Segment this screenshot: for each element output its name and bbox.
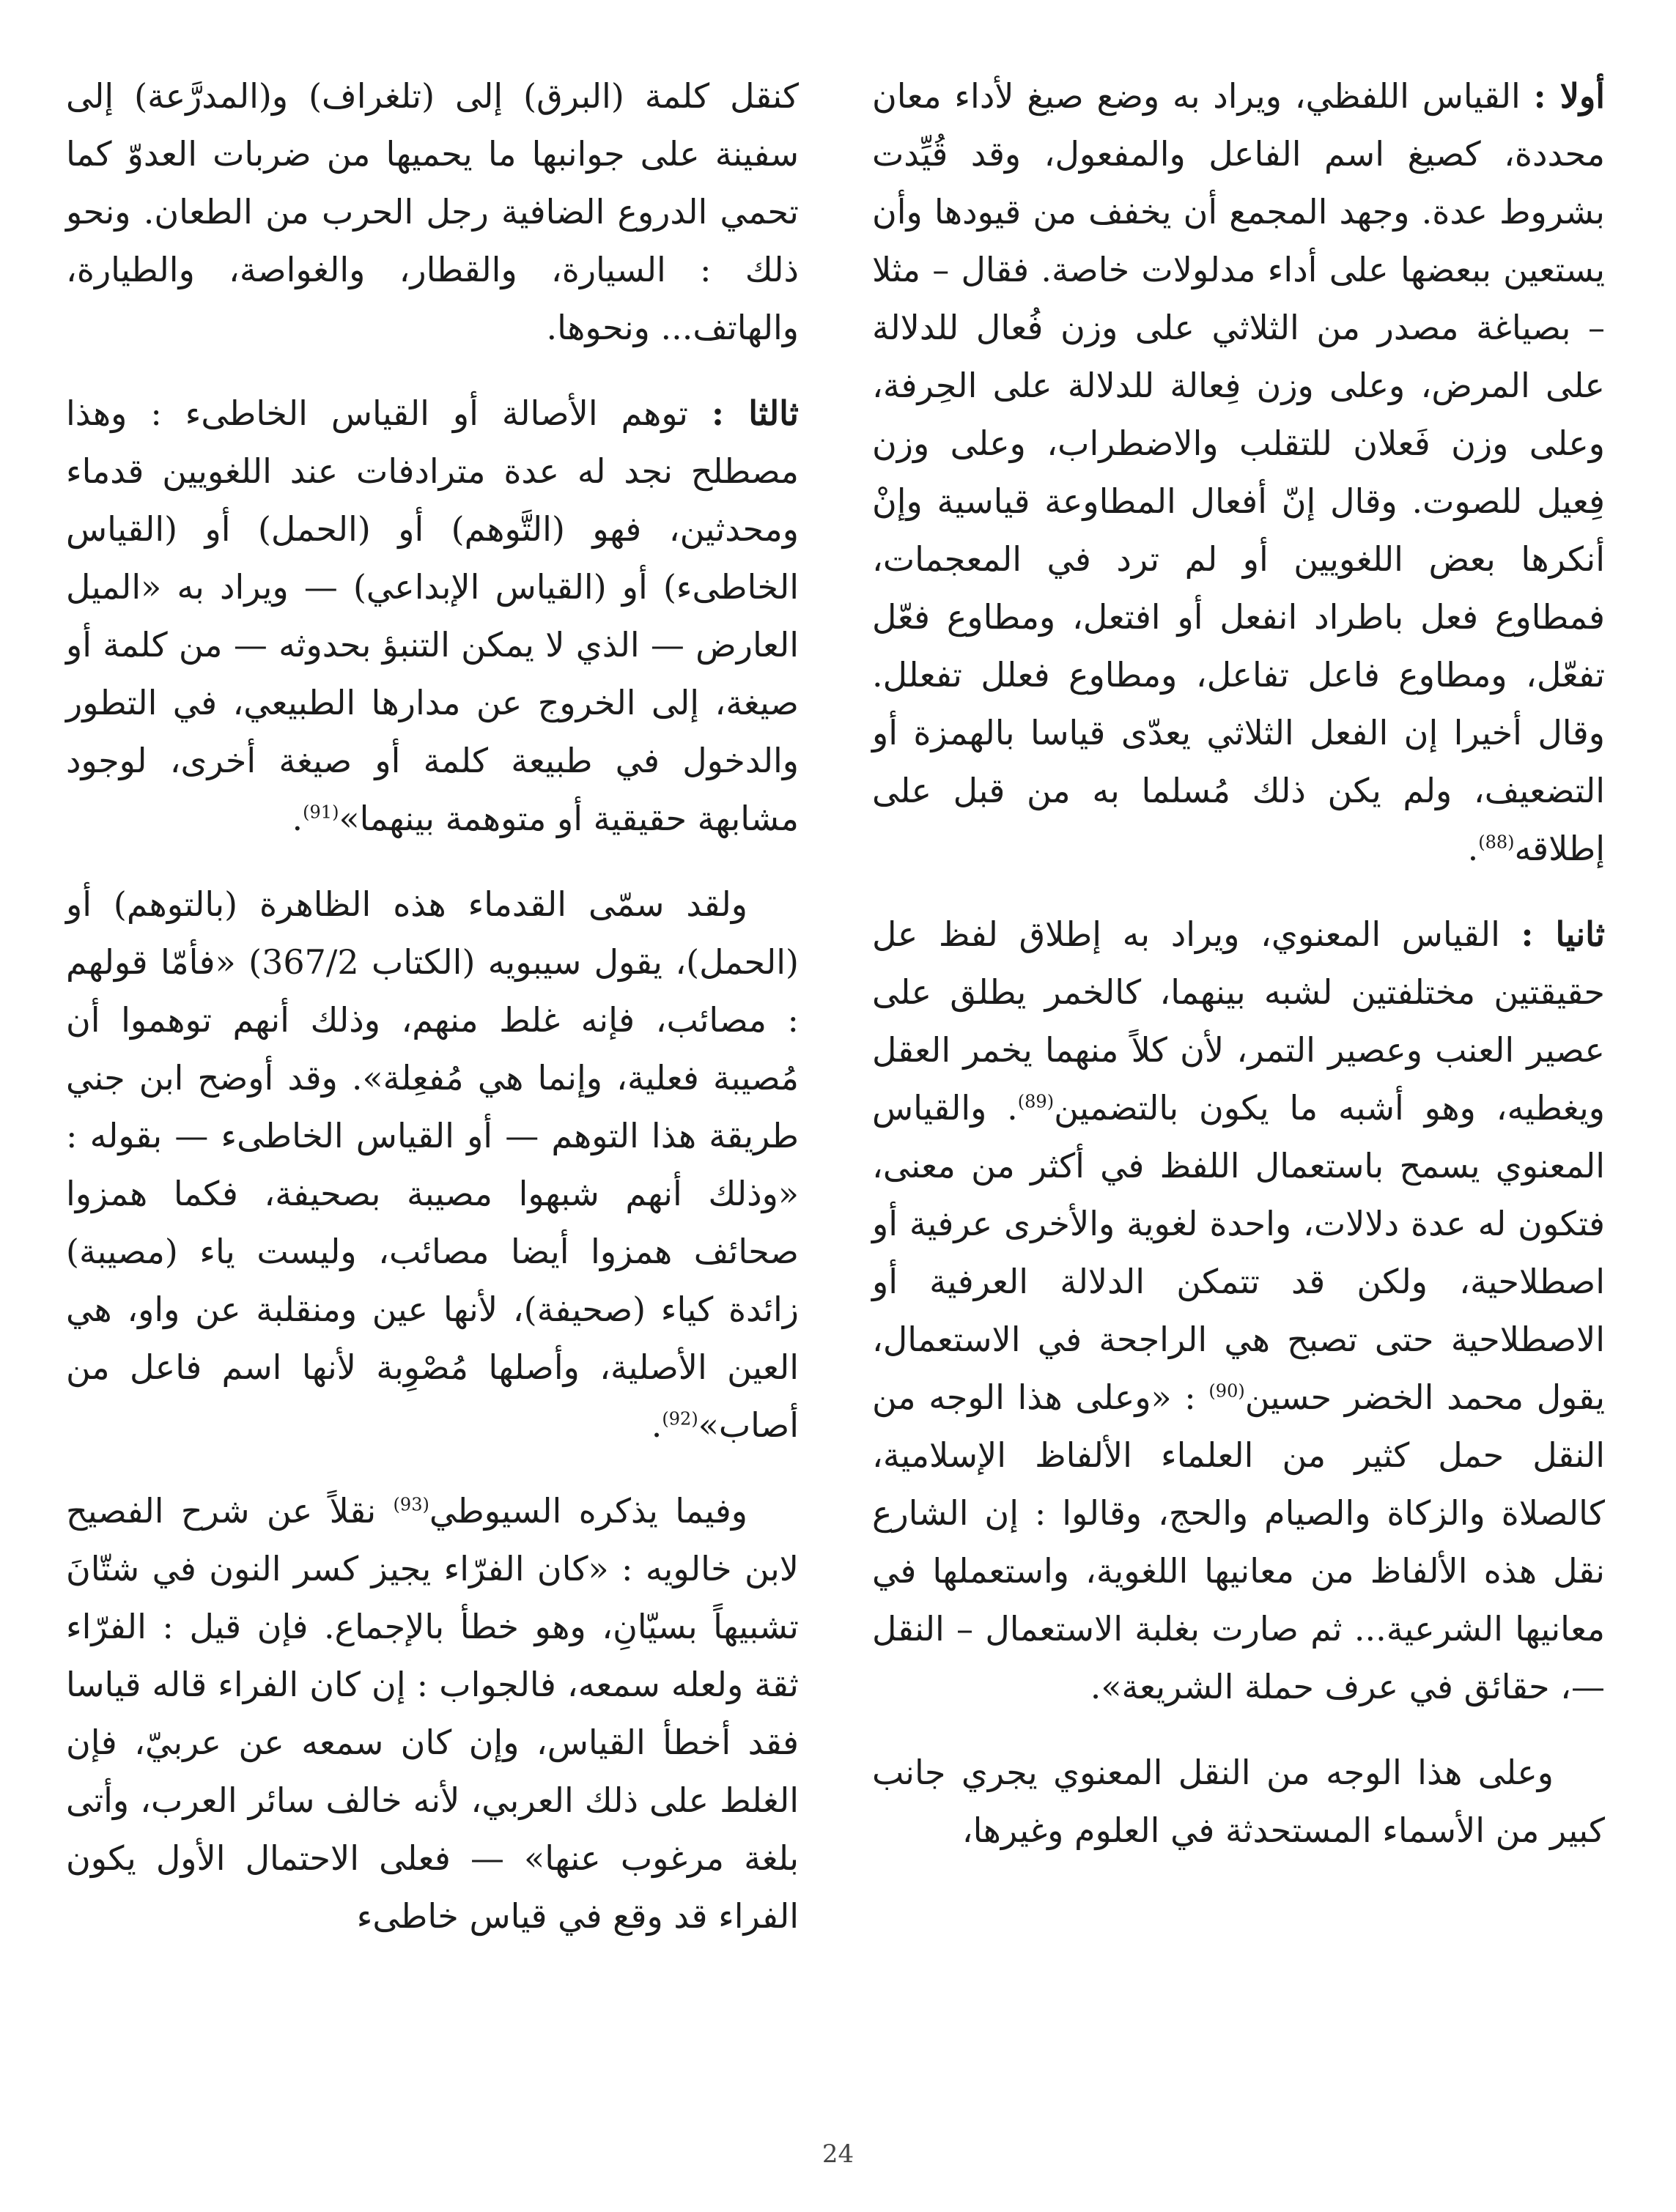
left-column <box>66 67 799 1973</box>
section-heading-second: ثانيا : <box>1521 914 1606 954</box>
page-number: 24 <box>822 2139 854 2169</box>
paragraph-text: : «وعلى هذا الوجه من النقل حمل كثير من العلماء الألفاظ الإسلامية، كالصلاة والزكاة والصيام والحج، وقالوا : إن الشارع نقل هذه الألفاظ من معانيها اللغوية، واستعملها في معانيها الشرعية... ثم صارت بغلبة الاستعمال – النقل —، حقائق في عرف حملة الشريعة». <box>872 1377 1605 1706</box>
section-heading-first: أولا : <box>1533 76 1605 116</box>
footnote-ref-91: (91) <box>303 802 339 823</box>
right-column <box>872 67 1605 1887</box>
paragraph-text: وفيما يذكره السيوطي <box>429 1491 747 1531</box>
paragraph-sibawayh: ولقد سمّى القدماء هذه الظاهرة (بالتوهم) أو (الحمل)، يقول سيبويه (الكتاب 367/2) «فأمّا قولهم : مصائب، فإنه غلط منهم، وذلك أنهم توهموا أن مُصيبة فعلية، وإنما هي مُفعِلة». وقد أوضح ابن جني طريقة هذا التوهم — أو القياس الخاطىء — بقوله : «وذلك أنهم شبهوا مصيبة بصحيفة، فكما همزوا صحائف همزوا أيضا مصائب، وليست ياء (مصيبة) زائدة كياء (صحيفة)، لأنها عين ومنقلبة عن واو، هي العين الأصلية، وأصلها مُصْوِبة لأنها اسم فاعل من أصاب»$^{(92)}$. <box>66 884 799 1445</box>
paragraph-text: نقلاً عن شرح الفصيح لابن خالويه : «كان الفرّاء يجيز كسر النون في شتّانَ تشبيهاً بسيّانِ، وهو خطأ بالإجماع. فإن قيل : الفرّاء ثقة ولعله سمعه، فالجواب : إن كان الفراء قاله قياسا فقد أخطأ القياس، وإن كان سمعه عن عربيّ، فإن الغلط على ذلك العربي، لأنه خالف سائر العرب، وأتى بلغة مرغوب عنها» — فعلى الاحتمال الأول يكون الفراء قد وقع في قياس خاطىء <box>66 1491 799 1936</box>
paragraph-suyuti <box>66 1482 799 1945</box>
paragraph-text: ولقد سمّى القدماء هذه الظاهرة (بالتوهم) أو (الحمل)، يقول سيبويه (الكتاب 367/2) «فأمّا قولهم : مصائب، فإنه غلط منهم، وذلك أنهم توهموا أن مُصيبة فعلية، وإنما هي مُفعِلة». وقد أوضح ابن جني طريقة هذا التوهم — أو القياس الخاطىء — بقوله : «وذلك أنهم شبهوا مصيبة بصحيفة، فكما همزوا صحائف همزوا أيضا مصائب، وليست ياء (مصيبة) زائدة كياء (صحيفة)، لأنها عين ومنقلبة عن واو، هي العين الأصلية، وأصلها مُصْوِبة لأنها اسم فاعل من أصاب» <box>66 884 799 1445</box>
paragraph-continued <box>66 67 799 357</box>
paragraph-second-type <box>872 906 1605 1716</box>
paragraph-text: . والقياس المعنوي يسمح باستعمال اللفظ في أكثر من معنى، فتكون له عدة دلالات، واحدة لغوية والأخرى عرفية أو اصطلاحية، ولكن قد تتمكن الدلالة العرفية أو الاصطلاحية حتى تصبح هي الراجحة في الاستعمال، يقول محمد الخضر حسين <box>872 1088 1606 1417</box>
paragraph-text: وعلى هذا الوجه من النقل المعنوي يجري جانب كبير من الأسماء المستحدثة في العلوم وغيرها، <box>872 1753 1605 1850</box>
footnote-ref-89: (89) <box>1017 1091 1055 1112</box>
paragraph-third-type: ثالثا : توهم الأصالة أو القياس الخاطىء : وهذا مصطلح نجد له عدة مترادفات عند اللغويين قدماء ومحدثين، فهو (التَّوهم) أو (الحمل) أو (القياس الخاطىء) أو (القياس الإبداعي) — ويراد به «الميل العارض — الذي لا يمكن التنبؤ بحدوثه — من كلمة أو صيغة، إلى الخروج عن مدارها الطبيعي، في التطور والدخول في طبيعة كلمة أو صيغة أخرى، لوجود مشابهة حقيقية أو متوهمة بينهما»$^{(91)}$. <box>66 393 799 838</box>
paragraph-first-type: أولا : القياس اللفظي، ويراد به وضع صيغ لأداء معان محددة، كصيغ اسم الفاعل والمفعول، وقد قُيِّدت بشروط عدة. وجهد المجمع أن يخفف من قيودها وأن يستعين ببعضها على أداء مدلولات خاصة. فقال – مثلا – بصياغة مصدر من الثلاثي على وزن فُعال للدلالة على المرض، وعلى وزن فِعالة للدلالة على الحِرفة، وعلى وزن فَعلان للتقلب والاضطراب، وعلى وزن فِعيل للصوت. وقال إنّ أفعال المطاوعة قياسية وإنْ أنكرها بعض اللغويين أو لم ترد في المعجمات، فمطاوع فعل باطراد انفعل أو افتعل، ومطاوع فعّل تفعّل، ومطاوع فاعل تفاعل، ومطاوع فعلل تفعلل. وقال أخيرا إن الفعل الثلاثي يعدّى قياسا بالهمزة أو التضعيف، ولم يكن ذلك مُسلما به من قبل على إطلاقه$^{(88)}$. <box>872 76 1605 868</box>
footnote-ref-88: (88) <box>1478 832 1515 853</box>
paragraph-text: كنقل كلمة (البرق) إلى (تلغراف) و(المدرَّعة) إلى سفينة على جوانبها ما يحميها من ضربات العدوّ كما تحمي الدروع الضافية رجل الحرب من الطعان. ونحو ذلك : السيارة، والقطار، والغواصة، والطيارة، والهاتف... ونحوها. <box>66 76 799 347</box>
paragraph-continuation <box>872 1744 1605 1860</box>
paragraph-text: توهم الأصالة أو القياس الخاطىء : وهذا مصطلح نجد له عدة مترادفات عند اللغويين قدماء ومحدثين، فهو (التَّوهم) أو (الحمل) أو (القياس الخاطىء) أو (القياس الإبداعي) — ويراد به «الميل العارض — الذي لا يمكن التنبؤ بحدوثه — من كلمة أو صيغة، إلى الخروج عن مدارها الطبيعي، في التطور والدخول في طبيعة كلمة أو صيغة أخرى، لوجود مشابهة حقيقية أو متوهمة بينهما» <box>66 393 799 838</box>
footnote-ref-90: (90) <box>1208 1380 1245 1402</box>
paragraph-text: القياس المعنوي، ويراد به إطلاق لفظ عل حقيقتين مختلفتين لشبه بينهما، كالخمر يطلق على عصير العنب وعصير التمر، لأن كلاً منهما يخمر العقل ويغطيه، وهو أشبه ما يكون بالتضمين <box>872 914 1606 1128</box>
section-heading-third: ثالثا : <box>711 393 799 433</box>
footnote-ref-93: (93) <box>393 1494 429 1515</box>
footnote-ref-92: (92) <box>662 1408 698 1429</box>
paragraph-text: القياس اللفظي، ويراد به وضع صيغ لأداء معان محددة، كصيغ اسم الفاعل والمفعول، وقد قُيِّدت بشروط عدة. وجهد المجمع أن يخفف من قيودها وأن يستعين ببعضها على أداء مدلولات خاصة. فقال – مثلا – بصياغة مصدر من الثلاثي على وزن فُعال للدلالة على المرض، وعلى وزن فِعالة للدلالة على الحِرفة، وعلى وزن فَعلان للتقلب والاضطراب، وعلى وزن فِعيل للصوت. وقال إنّ أفعال المطاوعة قياسية وإنْ أنكرها بعض اللغويين أو لم ترد في المعجمات، فمطاوع فعل باطراد انفعل أو افتعل، ومطاوع فعّل تفعّل، ومطاوع فاعل تفاعل، ومطاوع فعلل تفعلل. وقال أخيرا إن الفعل الثلاثي يعدّى قياسا بالهمزة أو التضعيف، ولم يكن ذلك مُسلما به من قبل على إطلاقه <box>872 76 1605 868</box>
